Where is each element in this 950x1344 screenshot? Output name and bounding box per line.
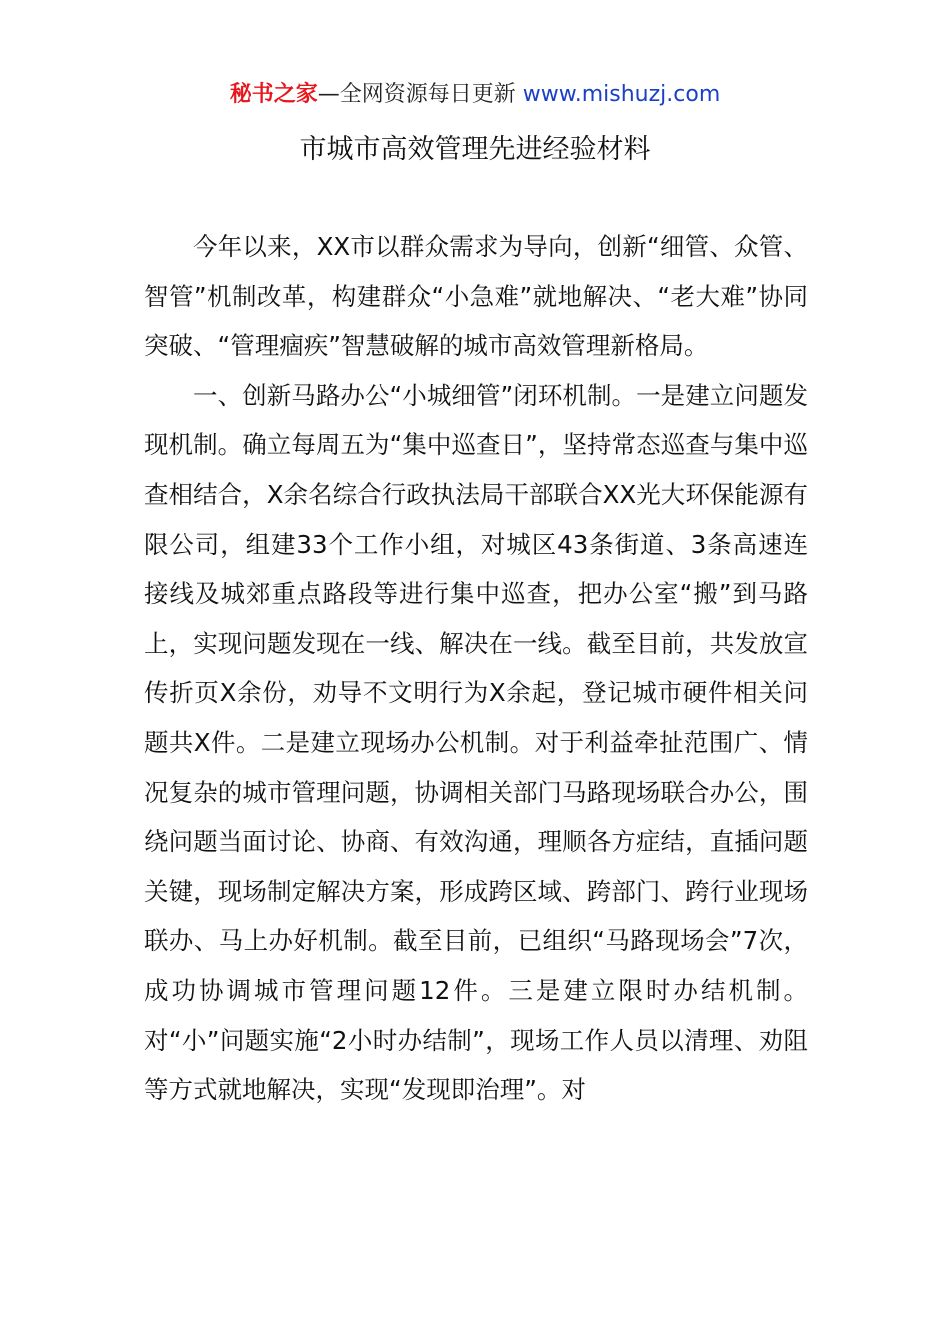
site-tagline: —全网资源每日更新 [317, 82, 516, 107]
paragraph-section-one: 一、创新马路办公“小城细管”闭环机制。一是建立问题发现机制。确立每周五为“集中巡查日”，坚持常态巡查与集中巡查相结合，X余名综合行政执法局干部联合XX光大环保能源有限公司，组建33个工作小组，对城区43条街道、3条高速连接线及城郊重点路段等进行集中巡查，把办公室“搬”到马路上，实现问题发现在一线、解决在一线。截至目前，共发放宣传折页X余份，劝导不文明行为X余起，登记城市硬件相关问题共X件。二是建立现场办公机制。对于利益牵扯范围广、情况复杂的城市管理问题，协调相关部门马路现场联合办公，围绕问题当面讨论、协商、有效沟通，理顺各方症结，直插问题关键，现场制定解决方案，形成跨区域、跨部门、跨行业现场联办、马上办好机制。截至目前，已组织“马路现场会”7次，成功协调城市管理问题12件。三是建立限时办结机制。对“小”问题实施“2小时办结制”，现场工作人员以清理、劝阻等方式就地解决，实现“发现即治理”。对 [144, 380, 808, 1105]
document-body [144, 222, 808, 1115]
site-header [0, 80, 950, 110]
site-url-link[interactable]: www.mishuzj.com [522, 82, 721, 107]
paragraph-intro: 今年以来，XX市以群众需求为导向，创新“细管、众管、智管”机制改革，构建群众“小急难”就地解决、“老大难”协同突破、“管理痼疾”智慧破解的城市高效管理新格局。 [144, 232, 808, 361]
brand-name: 秘书之家 [229, 82, 318, 107]
document-title: 市城市高效管理先进经验材料 [299, 134, 651, 165]
